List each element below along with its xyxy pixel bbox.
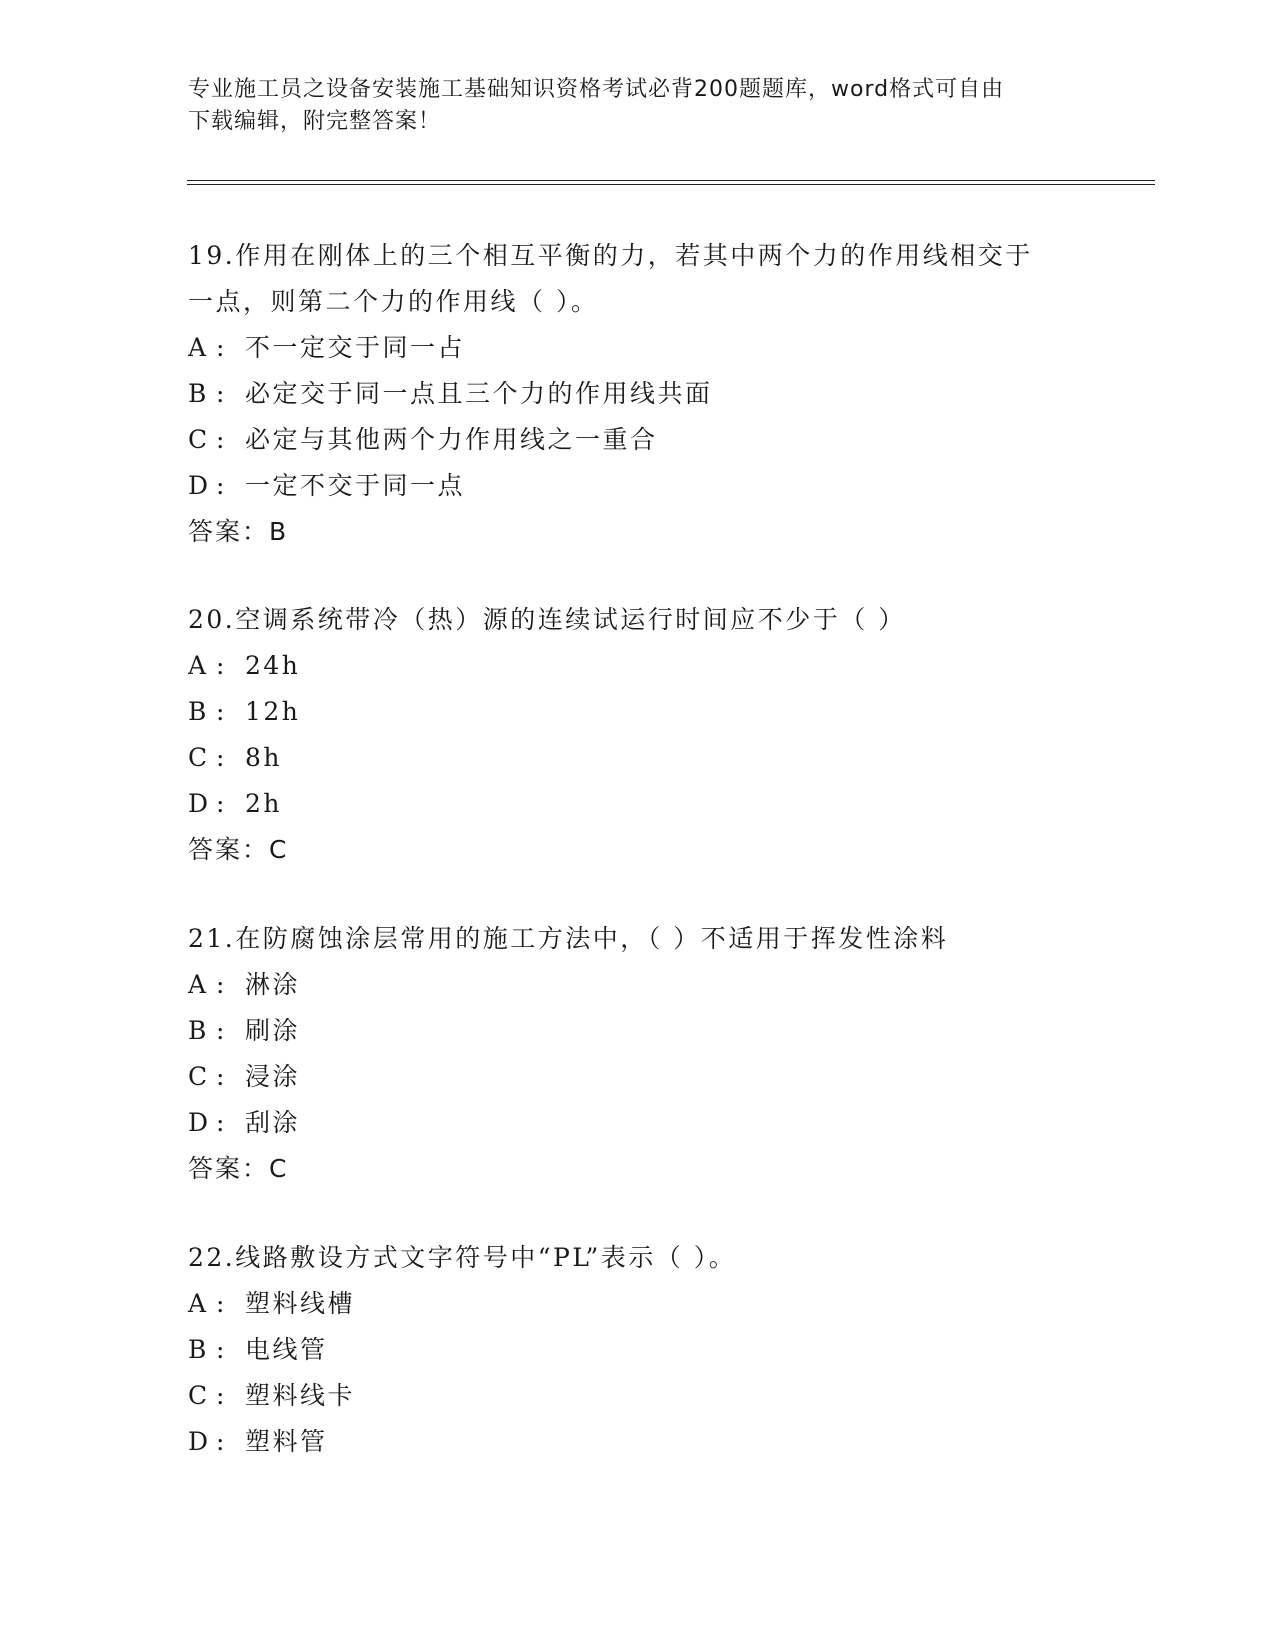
option-key: B: [188, 1016, 209, 1045]
option-text: 必定与其他两个力作用线之一重合: [244, 425, 658, 454]
option-c: [188, 1054, 1088, 1100]
option-separator: :: [216, 1335, 227, 1364]
option-key: B: [188, 1335, 209, 1364]
option-separator: :: [216, 1427, 227, 1456]
option-text: 刮涂: [244, 1108, 300, 1137]
option-text: 不一定交于同一占: [244, 333, 465, 362]
question-22: [188, 1235, 1088, 1465]
option-text: 12h: [244, 697, 301, 726]
option-text: 8h: [244, 743, 282, 772]
option-separator: :: [216, 651, 227, 680]
option-d: [188, 1419, 1088, 1465]
option-separator: :: [216, 425, 227, 454]
option-key: C: [188, 425, 210, 454]
question-stem-line-2: 一点，则第二个力的作用线（ ）。: [188, 287, 599, 316]
option-separator: :: [216, 1062, 227, 1091]
option-b: [188, 1327, 1088, 1373]
header-line-2: 下载编辑，附完整答案！: [188, 109, 442, 134]
question-20: [188, 597, 1088, 873]
option-text: 24h: [244, 651, 301, 680]
question-stem-line-1: 19.作用在刚体上的三个相互平衡的力，若其中两个力的作用线相交于: [188, 241, 1033, 270]
option-c: [188, 735, 1088, 781]
option-c: [188, 1373, 1088, 1419]
option-a: [188, 1281, 1088, 1327]
option-b: [188, 371, 1088, 417]
option-key: D: [188, 1427, 211, 1456]
option-c: [188, 417, 1088, 463]
option-text: 电线管: [244, 1335, 328, 1364]
option-key: D: [188, 471, 211, 500]
option-separator: :: [216, 1108, 227, 1137]
option-d: [188, 463, 1088, 509]
option-text: 塑料线槽: [244, 1289, 355, 1318]
answer-line: 答案：B: [188, 517, 289, 546]
option-text: 浸涂: [244, 1062, 300, 1091]
option-b: [188, 689, 1088, 735]
question-stem-line-1: 21.在防腐蚀涂层常用的施工方法中，（ ）不适用于挥发性涂料: [188, 924, 949, 953]
option-b: [188, 1008, 1088, 1054]
option-key: B: [188, 697, 209, 726]
option-separator: :: [216, 333, 227, 362]
option-separator: :: [216, 789, 227, 818]
question-stem-line-1: 22.线路敷设方式文字符号中“PL”表示（ ）。: [188, 1243, 737, 1272]
option-separator: :: [216, 1381, 227, 1410]
option-separator: :: [216, 697, 227, 726]
option-text: 2h: [244, 789, 282, 818]
option-text: 必定交于同一点且三个力的作用线共面: [244, 379, 713, 408]
option-key: C: [188, 1381, 210, 1410]
option-separator: :: [216, 471, 227, 500]
option-a: [188, 325, 1088, 371]
option-d: [188, 1100, 1088, 1146]
option-key: A: [188, 1289, 209, 1318]
option-text: 一定不交于同一点: [244, 471, 465, 500]
option-key: A: [188, 651, 209, 680]
answer-line: 答案：C: [188, 1154, 289, 1183]
option-a: [188, 643, 1088, 689]
header-line-1: 专业施工员之设备安装施工基础知识资格考试必背200题题库，word格式可自由: [188, 77, 1005, 102]
option-text: 塑料管: [244, 1427, 328, 1456]
option-separator: :: [216, 1016, 227, 1045]
option-key: D: [188, 789, 211, 818]
header-divider-bottom: [187, 184, 1155, 185]
document-header: [188, 74, 1088, 138]
option-separator: :: [216, 743, 227, 772]
option-text: 塑料线卡: [244, 1381, 355, 1410]
option-key: D: [188, 1108, 211, 1137]
option-d: [188, 781, 1088, 827]
header-divider-top: [187, 180, 1155, 181]
option-key: A: [188, 333, 209, 362]
option-separator: :: [216, 970, 227, 999]
answer-line: 答案：C: [188, 835, 289, 864]
option-key: C: [188, 1062, 210, 1091]
option-separator: :: [216, 1289, 227, 1318]
option-a: [188, 962, 1088, 1008]
option-key: B: [188, 379, 209, 408]
option-text: 刷涂: [244, 1016, 300, 1045]
option-key: C: [188, 743, 210, 772]
question-21: [188, 916, 1088, 1192]
option-text: 淋涂: [244, 970, 300, 999]
option-separator: :: [216, 379, 227, 408]
question-stem-line-1: 20.空调系统带冷（热）源的连续试运行时间应不少于（ ）: [188, 605, 906, 634]
option-key: A: [188, 970, 209, 999]
question-19: [188, 233, 1088, 555]
